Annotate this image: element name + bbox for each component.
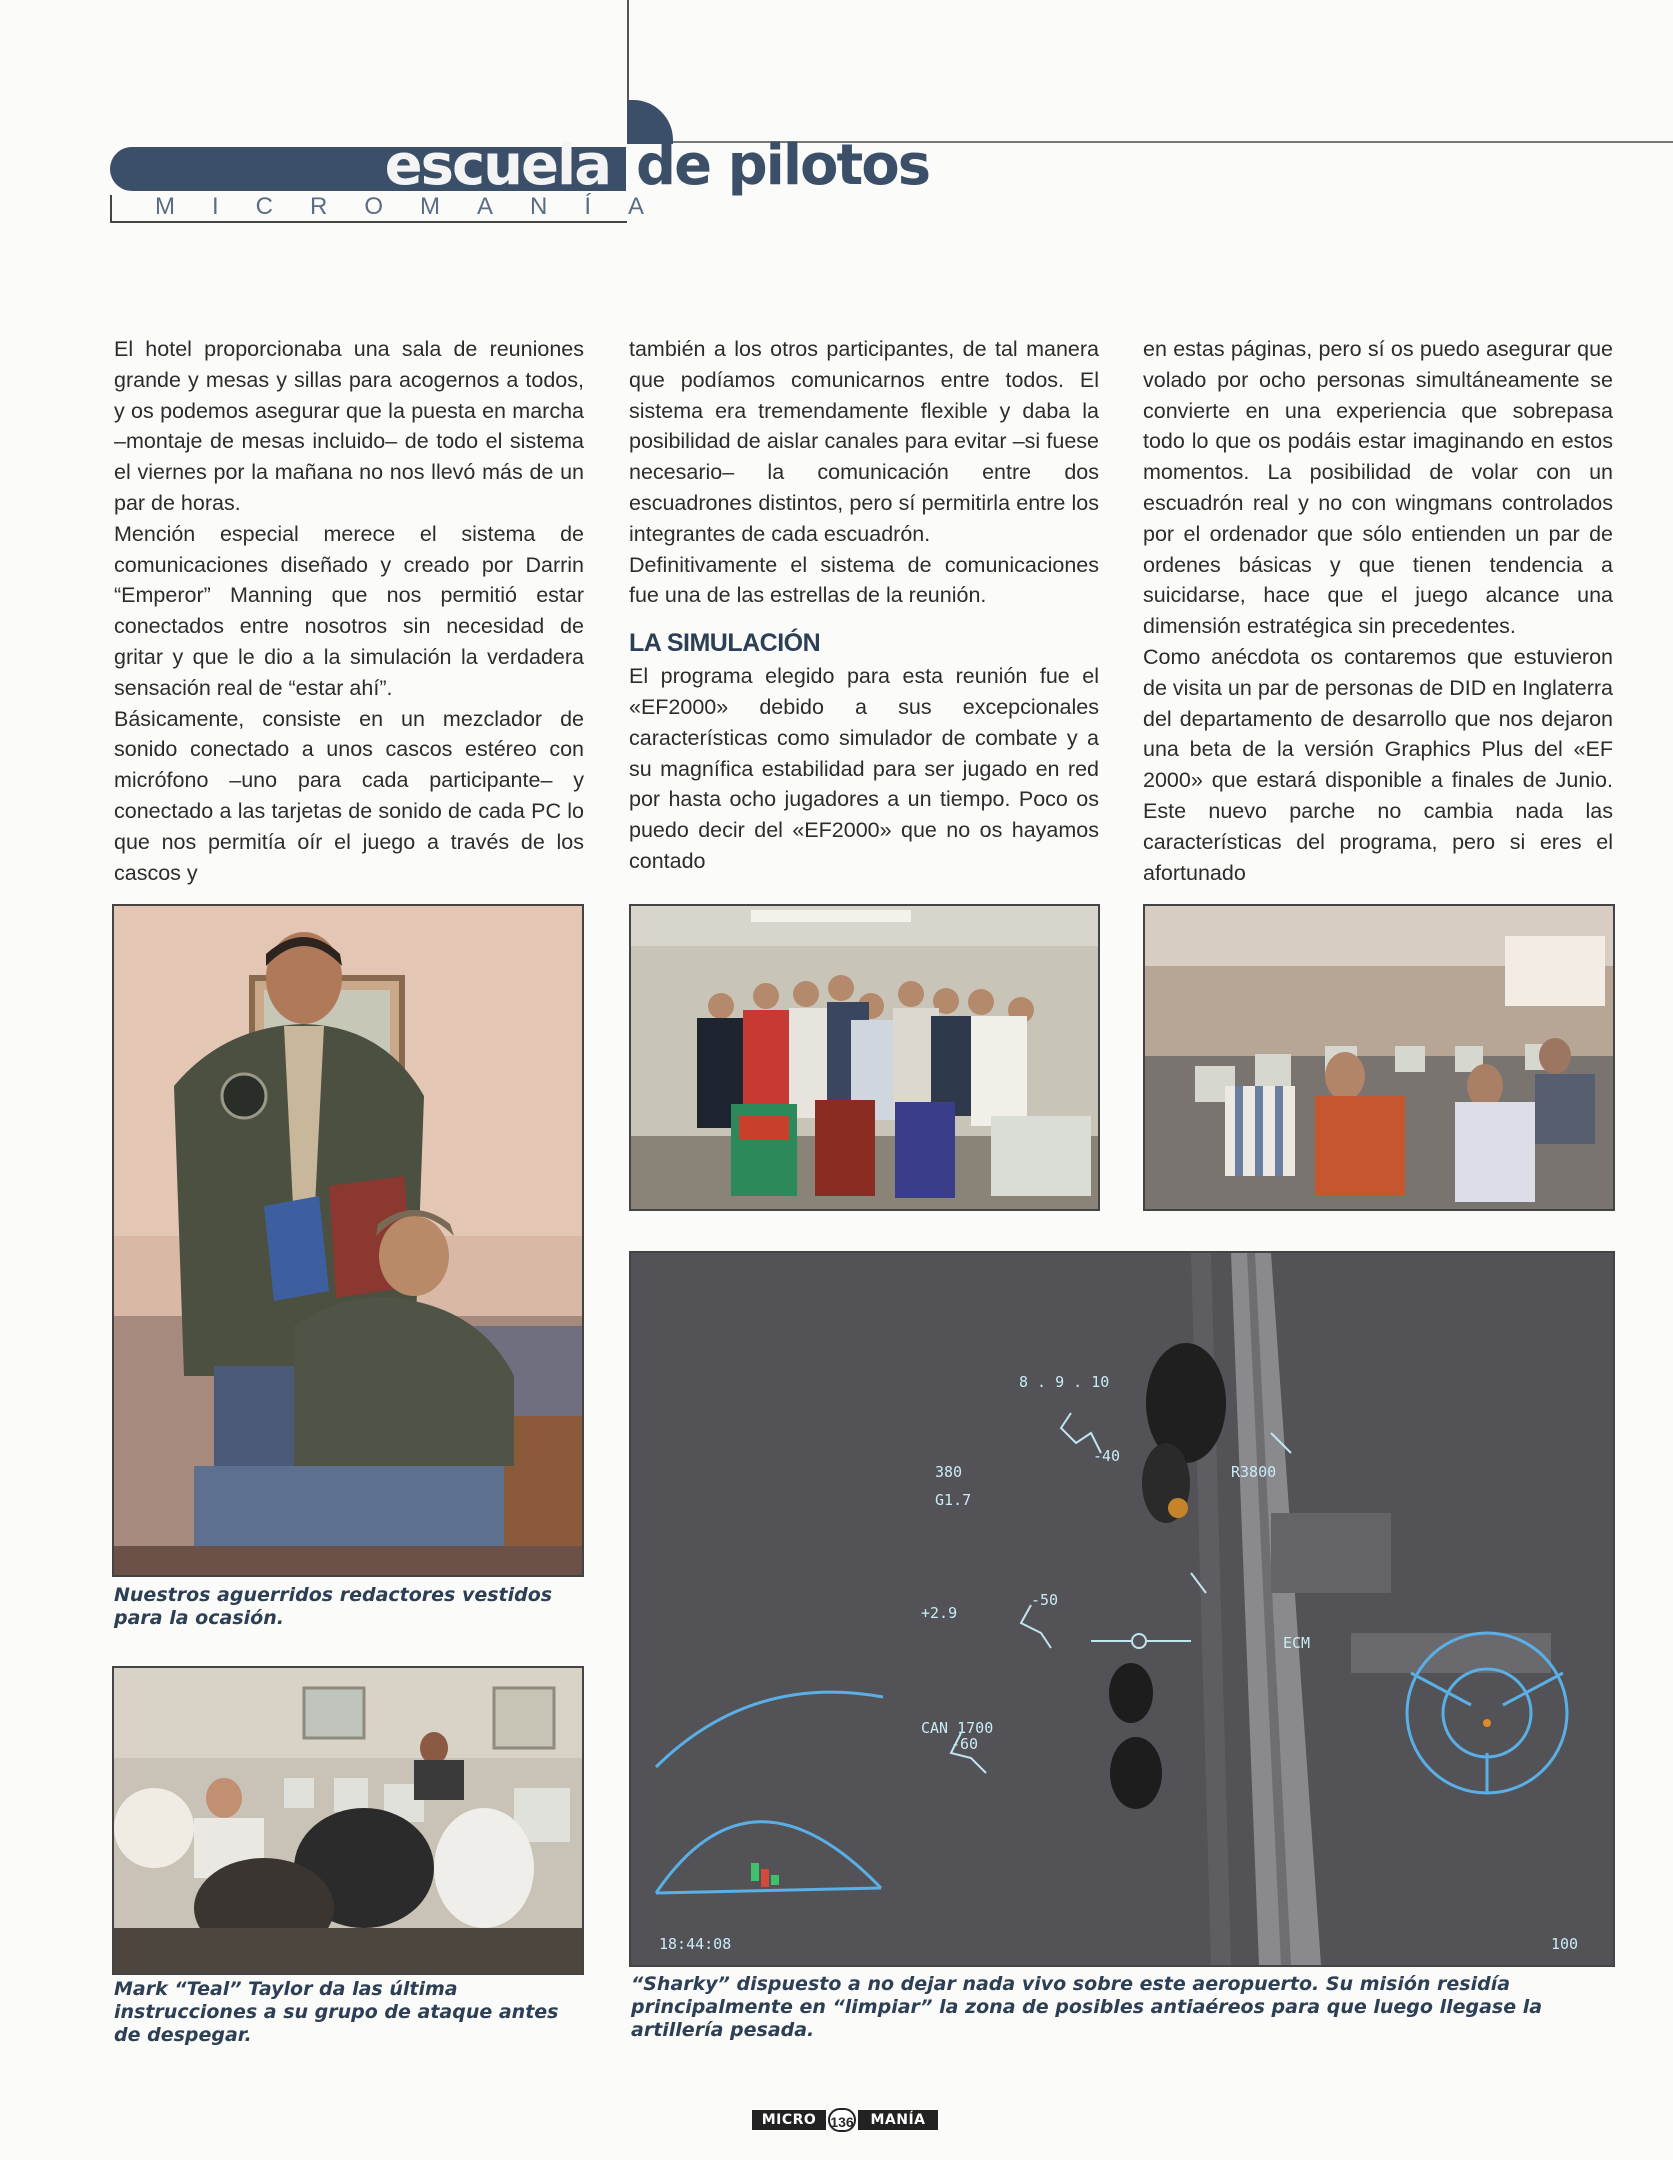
section-subtitle: MICROMANÍA — [155, 193, 681, 220]
hud-altitude: 100 — [1551, 1935, 1579, 1953]
hud-g-force: G1.7 — [935, 1491, 972, 1509]
photo-briefing — [112, 1666, 584, 1975]
article-column-2 — [629, 334, 1099, 877]
subtitle-left-tick — [110, 195, 112, 223]
caption-screenshot: “Sharky” dispuesto a no dejar nada vivo sobre este aeropuerto. Su misión residía principalmente en “limpiar” la zona de posibles antiaéreos para que luego llegase la artillería pesada. — [631, 1973, 1543, 2041]
paragraph: Definitivamente el sistema de comunicaciones fue una de las estrellas de la reunión. — [629, 552, 1099, 608]
photo-computer-room-image — [1145, 906, 1613, 1209]
paragraph: Como anécdota os contaremos que estuvieron de visita un par de personas de DID en Inglaterra del departamento de desarrollo que nos dejaron una beta de la versión Graphics Plus del «EF 2000» que estará disponible a finales de Junio. Este nuevo parche no cambia nada las características del programa, pero si eres el afortunado — [1143, 644, 1613, 885]
photo-briefing-image — [114, 1668, 582, 1973]
hud-ecm: ECM — [1283, 1634, 1311, 1652]
paragraph: Básicamente, consiste en un mezclador de sonido conectado a unos cascos estéreo con micrófono –uno para cada participante– y conectado a las tarjetas de sonido de cada PC lo que nos permitía oír el juego a través de los cascos y — [114, 706, 584, 885]
page-footer — [752, 2108, 938, 2134]
hud-clock: 18:44:08 — [659, 1935, 732, 1953]
footer-brand-right: MANÍA — [858, 2110, 938, 2130]
hud-heading-scale: 8 . 9 . 10 — [1019, 1373, 1110, 1391]
hud-range: R3800 — [1231, 1463, 1277, 1481]
section-title-part2: de pilotos — [636, 133, 930, 198]
ef2000-screenshot-image — [631, 1253, 1613, 1965]
photo-computer-room — [1143, 904, 1615, 1211]
section-heading: LA SIMULACIÓN — [629, 629, 821, 658]
footer-brand-left: MICRO — [752, 2110, 826, 2130]
photo-editors-image — [114, 906, 582, 1575]
article-column-3 — [1143, 334, 1613, 888]
hud-climb: +2.9 — [921, 1604, 958, 1622]
page-number: 136 — [828, 2108, 856, 2132]
caption-photo-briefing: Mark “Teal” Taylor da las última instrucciones a su grupo de ataque antes de despegar. — [114, 1978, 559, 2046]
paragraph: Mención especial merece el sistema de comunicaciones diseñado y creado por Darrin “Emperor” Manning que nos permitió estar conectados entre nosotros sin necesidad de gritar y que le dio a la simulación la verdadera sensación real de “estar ahí”. — [114, 521, 584, 700]
hud-cannon: CAN 1700 — [921, 1719, 994, 1737]
ef2000-screenshot — [629, 1251, 1615, 1967]
caption-photo-editors: Nuestros aguerridos redactores vestidos para la ocasión. — [114, 1584, 553, 1629]
subtitle-underline — [110, 221, 627, 223]
paragraph: en estas páginas, pero sí os puedo asegurar que volado por ocho personas simultáneamente se convierte en una experiencia que sobrepasa todo lo que os podáis estar imaginando en estos momentos. La posibilidad de volar con un escuadrón real y no con wingmans controlados por el ordenador que sólo entienden un par de ordenes básicas y que tienen tendencia a suicidarse, hace que el juego alcance una dimensión estratégica sin precedentes. — [1143, 337, 1613, 639]
hud-pitch-minus40: -40 — [1093, 1447, 1121, 1465]
hud-speed: 380 — [935, 1463, 963, 1481]
paragraph: El programa elegido para esta reunión fue el «EF2000» debido a sus excepcionales características como simulador de combate y a su magnífica estabilidad para ser jugado en red por hasta ocho jugadores a un tiempo. Poco os puedo decir del «EF2000» que no os hayamos contado — [629, 664, 1099, 873]
paragraph: El hotel proporcionaba una sala de reuniones grande y mesas y sillas para acogernos a todos, y os podemos asegurar que la puesta en marcha –montaje de mesas incluido– de todo el sistema el viernes por la mañana no nos llevó más de un par de horas. — [114, 337, 584, 515]
hud-pitch-minus50: -50 — [1031, 1591, 1059, 1609]
photo-group-image — [631, 906, 1098, 1209]
photo-group — [629, 904, 1100, 1211]
photo-editors-in-jackets — [112, 904, 584, 1577]
article-column-1 — [114, 334, 584, 888]
paragraph: también a los otros participantes, de tal manera que podíamos comunicarnos entre todos. El sistema era tremendamente flexible y daba la posibilidad de aislar canales para evitar –si fuese necesario– la comunicación entre dos escuadrones distintos, pero sí permitirla entre los integrantes de cada escuadrón. — [629, 337, 1099, 546]
section-title-part1: escuela — [384, 133, 610, 198]
hud-pitch-minus60: -60 — [951, 1735, 979, 1753]
